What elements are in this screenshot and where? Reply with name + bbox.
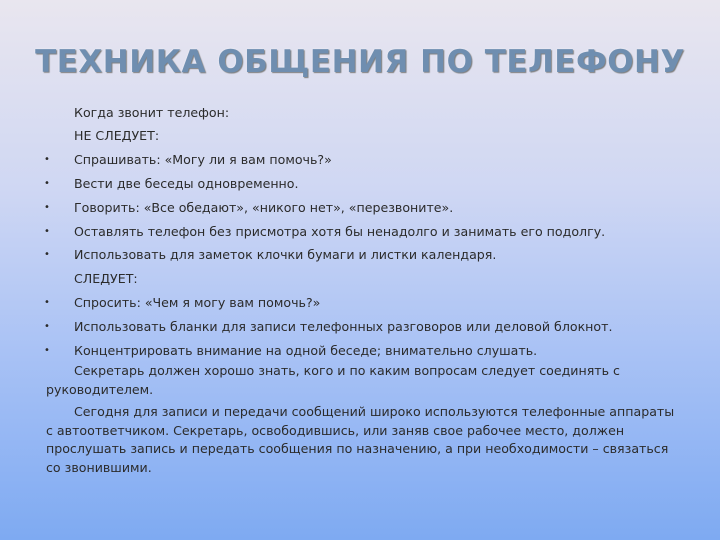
bullet: • [44, 226, 50, 237]
paragraph [46, 362, 680, 399]
dont-item: Говорить: «Все обедают», «никого нет», «перезвоните». [74, 200, 454, 215]
dont-item: Использовать для заметок клочки бумаги и листки календаря. [74, 247, 497, 262]
bullet: • [44, 178, 50, 189]
bullet: • [44, 202, 50, 213]
bullet: • [44, 297, 50, 308]
dont-item: Оставлять телефон без присмотра хотя бы ненадолго и занимать его подолгу. [74, 224, 606, 239]
bullet: • [44, 154, 50, 165]
dont-item: Спрашивать: «Могу ли я вам помочь?» [74, 152, 332, 167]
do-item: Концентрировать внимание на одной беседе; внимательно слушать. [74, 343, 538, 358]
bullet: • [44, 321, 50, 332]
paragraph-text: Сегодня для записи и передачи сообщений широко используются телефонные аппараты с автоответчиком. Секретарь, освободившись, или заняв свое рабочее место, должен прослушать запись и передать сообщения по назначению, а при необходимости – связаться со звонившими. [46, 404, 675, 475]
paragraph [46, 403, 680, 477]
dont-header: НЕ СЛЕДУЕТ: [74, 128, 160, 143]
paragraph-text: Секретарь должен хорошо знать, кого и по каким вопросам следует соединять с руководителем. [46, 363, 620, 397]
do-header: СЛЕДУЕТ: [74, 271, 138, 286]
bullet: • [44, 249, 50, 260]
do-item: Спросить: «Чем я могу вам помочь?» [74, 295, 321, 310]
intro-text: Когда звонит телефон: [74, 105, 230, 120]
slide-title: ТЕХНИКА ОБЩЕНИЯ ПО ТЕЛЕФОНУ [35, 44, 685, 80]
dont-item: Вести две беседы одновременно. [74, 176, 299, 191]
bullet: • [44, 345, 50, 356]
do-item: Использовать бланки для записи телефонных разговоров или деловой блокнот. [74, 319, 613, 334]
